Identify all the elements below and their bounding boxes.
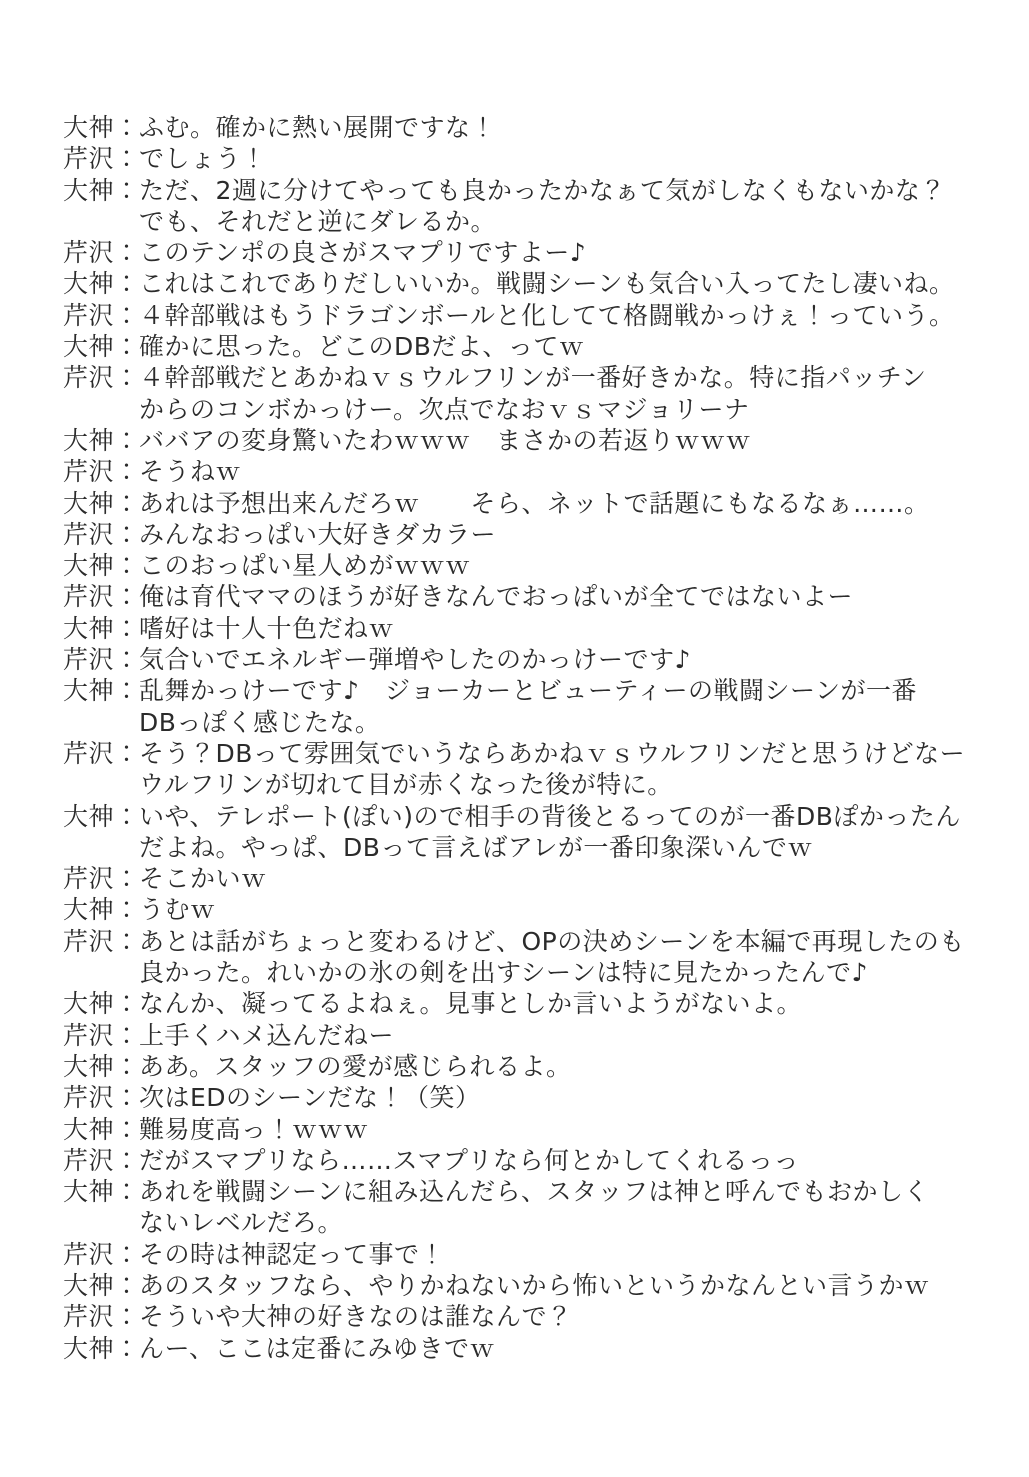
speaker-label [63, 644, 139, 675]
dialogue-line [63, 488, 989, 519]
dialogue-line [63, 926, 989, 989]
speaker-name: 芹沢 [63, 1302, 115, 1332]
speaker-separator: ： [114, 738, 140, 768]
speaker-name: 芹沢 [63, 457, 115, 487]
utterance-text: んー、ここは定番にみゆきでｗ [139, 1333, 496, 1363]
speaker-name: 芹沢 [63, 144, 115, 174]
speaker-label [63, 1239, 139, 1270]
speaker-label [63, 1114, 139, 1145]
speaker-name: 大神 [63, 1270, 115, 1300]
speaker-separator: ： [114, 989, 140, 1019]
speaker-label [63, 863, 139, 894]
speaker-separator: ： [114, 926, 140, 956]
speaker-separator: ： [114, 1020, 140, 1050]
speaker-label [63, 1145, 139, 1176]
speaker-name: 大神 [63, 425, 115, 455]
dialogue-line [63, 519, 989, 550]
speaker-label [63, 801, 139, 832]
dialogue-line [63, 738, 989, 801]
speaker-label [63, 300, 139, 331]
dialogue-line [63, 1333, 989, 1364]
utterance-text: ４幹部戦だとあかねｖｓウルフリンが一番好きかな。特に指パッチン からのコンボかっけー。次点でなおｖｓマジョリーナ [139, 363, 927, 424]
dialogue-line [63, 1051, 989, 1082]
dialogue-line [63, 1145, 989, 1176]
dialogue-line [63, 1270, 989, 1301]
speaker-name: 芹沢 [63, 738, 115, 768]
speaker-name: 芹沢 [63, 519, 115, 549]
utterance-text: そういや大神の好きなのは誰なんで？ [139, 1302, 573, 1332]
dialogue-line [63, 550, 989, 581]
speaker-separator: ： [114, 332, 140, 362]
utterance-text: みんなおっぱい大好きダカラー [139, 519, 497, 549]
speaker-label [63, 456, 139, 487]
speaker-label [63, 425, 139, 456]
speaker-name: 芹沢 [63, 1083, 115, 1113]
dialogue-line [63, 613, 989, 644]
dialogue-line [63, 988, 989, 1019]
speaker-separator: ： [114, 1083, 140, 1113]
dialogue-line [63, 237, 989, 268]
utterance-text: その時は神認定って事で！ [139, 1239, 446, 1269]
dialogue-line [63, 112, 989, 143]
speaker-name: 大神 [63, 895, 115, 925]
speaker-separator: ： [114, 1270, 140, 1300]
speaker-name: 芹沢 [63, 864, 115, 894]
utterance-text: だがスマプリなら……スマプリなら何とかしてくれるっっ [139, 1145, 800, 1175]
speaker-label [63, 1082, 139, 1113]
utterance-text: いや、テレポート(ぽい)ので相手の背後とるってのが一番DBぽかったん だよね。やっぱ、DBって言えばアレが一番印象深いんでｗ [139, 801, 961, 862]
speaker-label [63, 926, 139, 957]
speaker-label [63, 613, 139, 644]
speaker-name: 芹沢 [63, 926, 115, 956]
dialogue-line [63, 143, 989, 174]
speaker-separator: ： [114, 269, 140, 299]
speaker-name: 大神 [63, 676, 115, 706]
dialogue-line [63, 1176, 989, 1239]
speaker-name: 芹沢 [63, 582, 115, 612]
speaker-label [63, 143, 139, 174]
utterance-text: 俺は育代ママのほうが好きなんでおっぱいが全てではないよー [139, 582, 854, 612]
speaker-label [63, 175, 139, 206]
utterance-text: ふむ。確かに熱い展開ですな！ [139, 113, 497, 142]
utterance-text: 嗜好は十人十色だねｗ [139, 613, 395, 643]
utterance-text: あのスタッフなら、やりかねないから怖いというかなんとい言うかｗ [139, 1270, 930, 1300]
speaker-name: 大神 [63, 989, 115, 1019]
dialogue-transcript [63, 112, 989, 1364]
speaker-separator: ： [114, 1333, 140, 1363]
speaker-label [63, 331, 139, 362]
speaker-separator: ： [114, 144, 140, 174]
utterance-text: 難易度高っ！ｗｗｗ [139, 1114, 369, 1144]
utterance-text: あとは話がちょっと変わるけど、OPの決めシーンを本編で再現したのも 良かった。れいかの氷の剣を出すシーンは特に見たかったんで♪ [139, 926, 965, 988]
dialogue-line [63, 1239, 989, 1270]
speaker-name: 大神 [63, 175, 115, 205]
speaker-label [63, 1020, 139, 1051]
utterance-text: 乱舞かっけーです♪ ジョーカーとビューティーの戦闘シーンが一番 DBっぽく感じたな。 [139, 676, 917, 737]
speaker-separator: ： [114, 363, 140, 393]
utterance-text: なんか、凝ってるよねぇ。見事としか言いようがないよ。 [139, 989, 803, 1019]
speaker-separator: ： [114, 1239, 140, 1269]
utterance-text: ああ。スタッフの愛が感じられるよ。 [139, 1051, 572, 1081]
dialogue-line [63, 675, 989, 738]
dialogue-line [63, 1301, 989, 1332]
speaker-name: 芹沢 [63, 238, 115, 268]
speaker-label [63, 362, 139, 393]
dialogue-line [63, 863, 989, 894]
speaker-separator: ： [114, 1051, 140, 1081]
utterance-text: 気合いでエネルギー弾増やしたのかっけーです♪ [139, 645, 691, 675]
speaker-separator: ： [114, 676, 140, 706]
speaker-name: 大神 [63, 801, 115, 831]
speaker-separator: ： [114, 1114, 140, 1144]
speaker-label [63, 519, 139, 550]
speaker-separator: ： [114, 519, 140, 549]
dialogue-line [63, 581, 989, 612]
speaker-name: 芹沢 [63, 300, 115, 330]
speaker-separator: ： [114, 1145, 140, 1175]
speaker-name: 大神 [63, 1333, 115, 1363]
utterance-text: うむｗ [139, 895, 216, 925]
speaker-name: 芹沢 [63, 1239, 115, 1269]
utterance-text: 確かに思った。どこのDBだよ、ってｗ [139, 332, 585, 362]
dialogue-line [63, 1020, 989, 1051]
speaker-separator: ： [114, 238, 140, 268]
speaker-separator: ： [114, 300, 140, 330]
speaker-name: 大神 [63, 113, 115, 142]
dialogue-line [63, 362, 989, 425]
speaker-separator: ： [114, 1177, 140, 1207]
speaker-separator: ： [114, 488, 140, 518]
speaker-name: 大神 [63, 613, 115, 643]
speaker-label [63, 1270, 139, 1301]
utterance-text: そうねｗ [139, 457, 242, 487]
speaker-label [63, 1333, 139, 1364]
speaker-separator: ： [114, 457, 140, 487]
speaker-separator: ： [114, 551, 140, 581]
dialogue-line [63, 300, 989, 331]
dialogue-line [63, 268, 989, 299]
speaker-name: 大神 [63, 488, 115, 518]
speaker-name: 芹沢 [63, 1020, 115, 1050]
dialogue-line [63, 456, 989, 487]
speaker-name: 芹沢 [63, 645, 115, 675]
speaker-label [63, 894, 139, 925]
speaker-separator: ： [114, 801, 140, 831]
speaker-name: 芹沢 [63, 1145, 115, 1175]
dialogue-line [63, 1082, 989, 1113]
utterance-text: あれは予想出来んだろｗ そら、ネットで話題にもなるなぁ……。 [139, 488, 930, 518]
speaker-label [63, 988, 139, 1019]
utterance-text: 上手くハメ込んだねー [139, 1020, 395, 1050]
dialogue-line [63, 1114, 989, 1145]
utterance-text: でしょう！ [139, 144, 267, 174]
speaker-label [63, 675, 139, 706]
speaker-label [63, 112, 139, 143]
utterance-text: ババアの変身驚いたわｗｗｗ まさかの若返りｗｗｗ [139, 425, 752, 455]
dialogue-line [63, 331, 989, 362]
speaker-label [63, 268, 139, 299]
speaker-name: 大神 [63, 1177, 115, 1207]
utterance-text: 次はEDのシーンだな！（笑） [139, 1083, 481, 1113]
utterance-text: あれを戦闘シーンに組み込んだら、スタッフは神と呼んでもおかしく ないレベルだろ。 [139, 1177, 930, 1238]
speaker-label [63, 1176, 139, 1207]
utterance-text: このテンポの良さがスマプリですよー♪ [139, 238, 587, 268]
speaker-separator: ： [114, 864, 140, 894]
speaker-label [63, 488, 139, 519]
utterance-text: そこかいｗ [139, 864, 267, 894]
speaker-label [63, 738, 139, 769]
speaker-label [63, 1051, 139, 1082]
speaker-name: 大神 [63, 1051, 115, 1081]
speaker-separator: ： [114, 1302, 140, 1332]
speaker-separator: ： [114, 175, 140, 205]
speaker-label [63, 550, 139, 581]
speaker-separator: ： [114, 895, 140, 925]
dialogue-line [63, 894, 989, 925]
speaker-label [63, 581, 139, 612]
utterance-text: ４幹部戦はもうドラゴンボールと化してて格闘戦かっけぇ！っていう。 [139, 300, 955, 330]
utterance-text: そう？DBって雰囲気でいうならあかねｖｓウルフリンだと思うけどなー ウルフリンが切れて目が赤くなった後が特に。 [139, 738, 966, 800]
dialogue-line [63, 175, 989, 238]
speaker-name: 大神 [63, 1114, 115, 1144]
speaker-name: 大神 [63, 332, 115, 362]
utterance-text: ただ、2週に分けてやっても良かったかなぁて気がしなくもないかな？ でも、それだと逆にダレるか。 [139, 175, 946, 236]
speaker-separator: ： [114, 645, 140, 675]
speaker-name: 大神 [63, 551, 115, 581]
speaker-name: 大神 [63, 269, 115, 299]
dialogue-line [63, 801, 989, 864]
speaker-label [63, 237, 139, 268]
dialogue-line [63, 644, 989, 675]
utterance-text: これはこれでありだしいいか。戦闘シーンも気合い入ってたし凄いね。 [139, 269, 955, 299]
speaker-separator: ： [114, 613, 140, 643]
speaker-separator: ： [114, 113, 140, 142]
speaker-label [63, 1301, 139, 1332]
dialogue-line [63, 425, 989, 456]
speaker-name: 芹沢 [63, 363, 115, 393]
speaker-separator: ： [114, 582, 140, 612]
utterance-text: このおっぱい星人めがｗｗｗ [139, 551, 471, 581]
speaker-separator: ： [114, 425, 140, 455]
